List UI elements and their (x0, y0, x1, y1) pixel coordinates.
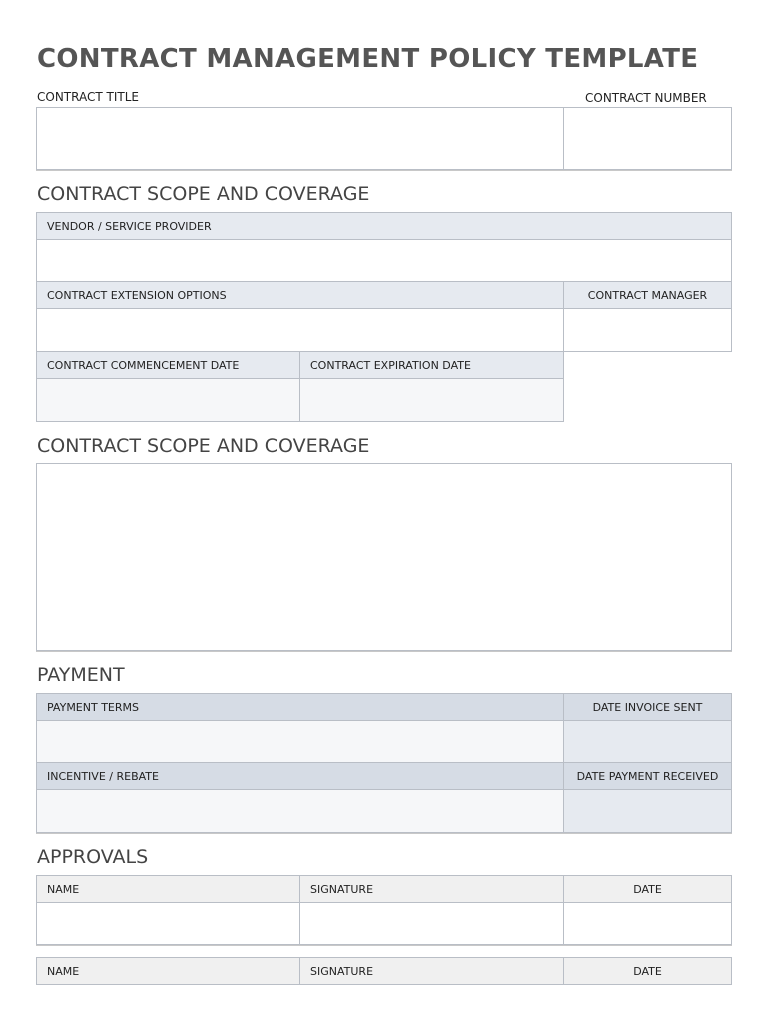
scope-table (36, 212, 732, 422)
approval-name-label: NAME (36, 875, 300, 903)
date-invoice-sent-field[interactable] (564, 721, 732, 763)
contract-title-field[interactable] (36, 107, 564, 170)
approval-name-label: NAME (36, 957, 300, 985)
approval-signature-label: SIGNATURE (300, 875, 564, 903)
extension-options-label: CONTRACT EXTENSION OPTIONS (36, 282, 564, 309)
payment-table (36, 693, 732, 833)
approval-block-2 (36, 957, 732, 987)
commencement-date-label: CONTRACT COMMENCEMENT DATE (36, 352, 300, 379)
approval-block-1 (36, 875, 732, 946)
contract-number-label: CONTRACT NUMBER (585, 91, 707, 105)
incentive-rebate-field[interactable] (36, 790, 564, 833)
approval-date-label: DATE (564, 875, 732, 903)
contract-number-field[interactable] (563, 107, 732, 170)
section-heading-approvals: APPROVALS (37, 846, 149, 868)
approval-date-label: DATE (564, 957, 732, 985)
commencement-date-field[interactable] (36, 379, 300, 422)
contract-manager-label: CONTRACT MANAGER (564, 282, 732, 309)
section-heading-scope: CONTRACT SCOPE AND COVERAGE (37, 183, 370, 205)
expiration-date-label: CONTRACT EXPIRATION DATE (300, 352, 564, 379)
date-payment-received-field[interactable] (564, 790, 732, 833)
document-title: CONTRACT MANAGEMENT POLICY TEMPLATE (37, 44, 699, 74)
contract-title-label: CONTRACT TITLE (37, 90, 139, 104)
vendor-field[interactable] (36, 240, 732, 282)
incentive-rebate-label: INCENTIVE / REBATE (36, 763, 564, 790)
vendor-label: VENDOR / SERVICE PROVIDER (36, 212, 732, 240)
section-heading-payment: PAYMENT (37, 664, 125, 686)
approval-name-field[interactable] (36, 903, 300, 945)
date-invoice-sent-label: DATE INVOICE SENT (564, 693, 732, 721)
date-payment-received-label: DATE PAYMENT RECEIVED (564, 763, 732, 790)
approval-signature-field[interactable] (300, 903, 564, 945)
approval-date-field[interactable] (564, 903, 732, 945)
approval-signature-label: SIGNATURE (300, 957, 564, 985)
payment-terms-label: PAYMENT TERMS (36, 693, 564, 721)
extension-options-field[interactable] (36, 309, 564, 352)
payment-terms-field[interactable] (36, 721, 564, 763)
section-heading-scope-text: CONTRACT SCOPE AND COVERAGE (37, 435, 370, 457)
expiration-date-field[interactable] (300, 379, 564, 422)
scope-text-area[interactable] (36, 463, 732, 651)
contract-manager-field[interactable] (564, 309, 732, 352)
